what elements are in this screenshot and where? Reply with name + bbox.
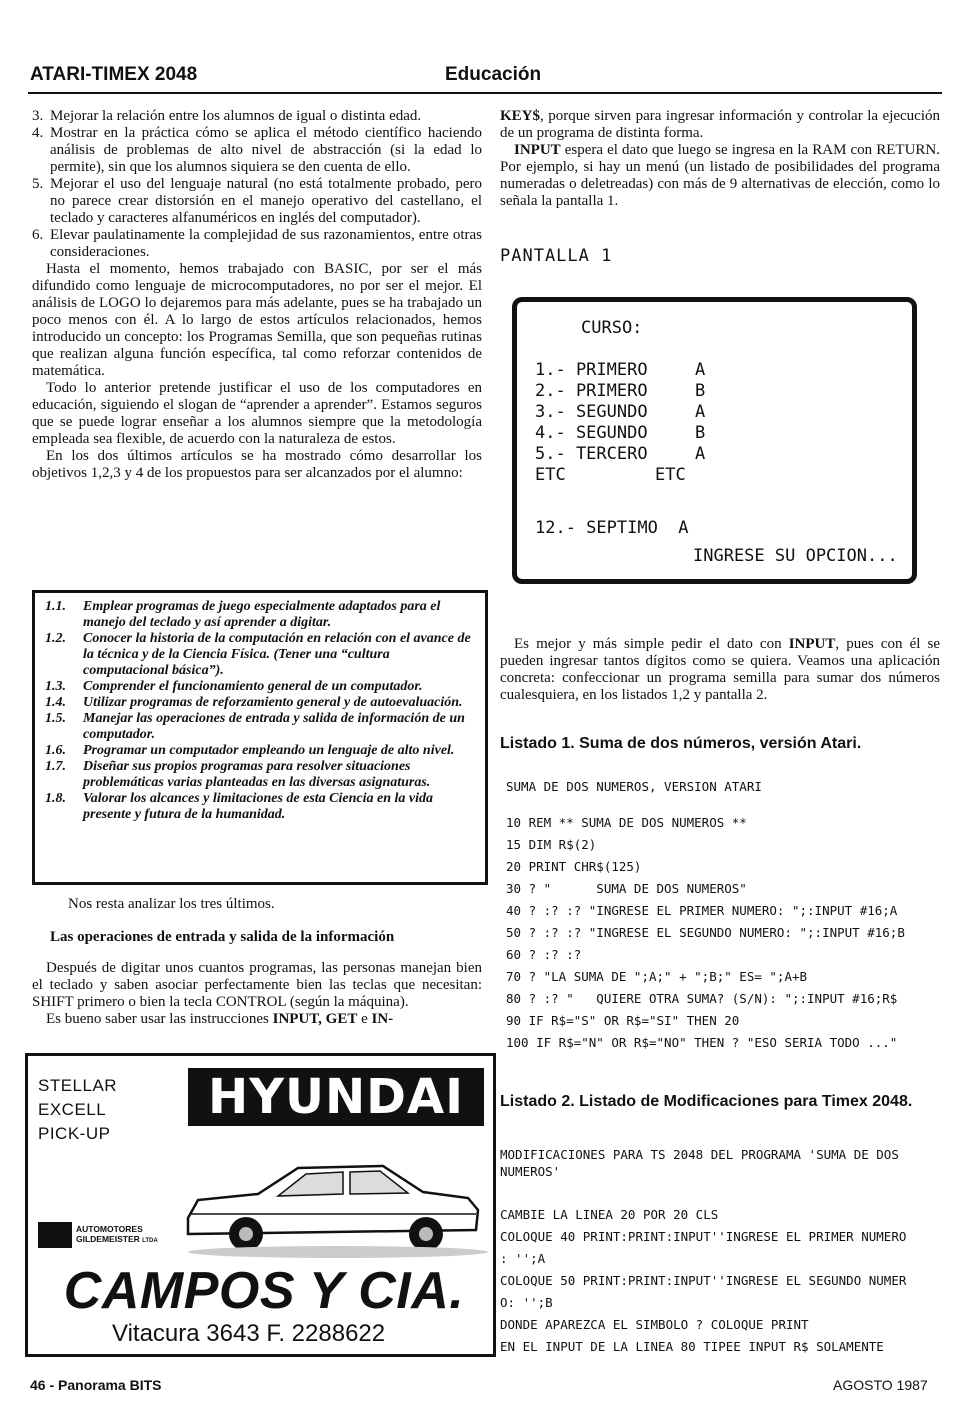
right-column-top [500,108,940,210]
code-line: : '';A [500,1251,546,1266]
code-line: 30 ? " SUMA DE DOS NUMEROS" [506,881,747,896]
paragraph-input [500,142,940,210]
objectives-box [32,590,488,885]
code-line: O: '';B [500,1295,553,1310]
list-number: 3. [32,108,44,124]
paragraph-application [500,636,940,704]
paragraph-remaining: Nos resta analizar los tres últimos. [68,896,275,912]
list-item [32,125,482,176]
header-rule [28,92,942,94]
numbered-list [32,108,482,261]
listing-2-header [500,1146,899,1180]
listing-1-code [506,812,905,1054]
listing-2-title: Listado 2. Listado de Modificaciones para Timex 2048. [500,1093,913,1110]
dealer-suffix: LTDA [142,1238,158,1244]
bold-run: INPUT, GET [272,1011,358,1027]
text-run: , pues con él se pueden ingresar tantos dígitos como se quiera. Veamos una aplicación concreta: confeccionar un programa semilla para sumar dos números cualesquiera, en los listados 1,2 y pantalla 2. [500,636,940,703]
menu-section: B [695,423,706,443]
objective-text: Valorar los alcances y limitaciones de esta Ciencia en la vida presente y futura de la humanidad. [83,791,433,822]
code-line: 80 ? :? " QUIERE OTRA SUMA? (S/N): ";:INPUT #16;R$ [506,991,898,1006]
code-line: MODIFICACIONES PARA TS 2048 DEL PROGRAMA 'SUMA DE DOS [500,1147,899,1162]
code-line: COLOQUE 40 PRINT:PRINT:INPUT''INGRESE EL PRIMER NUMERO [500,1229,907,1244]
screen-prompt: INGRESE SU OPCION... [693,546,898,566]
screen-label: PANTALLA 1 [500,246,613,266]
objective-number: 1.1. [45,599,66,614]
left-column-bottom [32,896,482,1028]
bold-run: IN- [371,1011,394,1027]
objective-item [43,695,477,711]
code-line: 10 REM ** SUMA DE DOS NUMEROS ** [506,815,747,830]
objective-item [43,759,477,791]
paragraph-instructions [32,1011,482,1028]
dealer-line-1: AUTOMOTORES [76,1224,143,1234]
paragraph-objectives-intro: En los dos últimos artículos se ha mostrado cómo desarrollar los objetivos 1,2,3 y 4 de los propuestos para ser alcanzados por el alumno: [32,448,482,481]
car-illustration [168,1148,488,1264]
objective-text: Diseñar sus propios programas para resolver situaciones problemáticas varias planteadas en las diversas asignaturas. [83,759,431,790]
footer-page: 46 - Panorama BITS [30,1377,162,1393]
model-list [38,1074,117,1146]
paragraph-keyboard: Después de digitar unos cuantos programas, las personas manejan bien el teclado y saben asociar perfectamente bien las teclas que necesitan: SHIFT primero o bien la tecla CONTROL (según la máquina). [32,960,482,1010]
code-line: 60 ? :? :? [506,947,582,962]
paragraph-keys [500,108,940,142]
objective-text: Programar un computador empleando un lenguaje de alto nivel. [83,743,455,758]
model-name: PICK-UP [38,1124,111,1143]
bold-run: KEY$ [500,108,541,124]
objective-text: Emplear programas de juego especialmente adaptados para el manejo del teclado y así aprender a digitar. [83,599,441,630]
company-address: Vitacura 3643 F. 2288622 [112,1320,386,1347]
menu-option: 5.- TERCERO [535,444,648,464]
code-line: 100 IF R$="N" OR R$="NO" THEN ? "ESO SERIA TODO ..." [506,1035,898,1050]
list-number: 6. [32,227,44,243]
footer-date: AGOSTO 1987 [833,1377,928,1393]
objective-number: 1.5. [45,711,66,726]
code-line: 50 ? :? :? "INGRESE EL SEGUNDO NUMERO: ";:INPUT #16;B [506,925,905,940]
brand-logo: HYUNDAI [188,1068,484,1126]
objective-text: Conocer la historia de la computación en relación con el avance de la técnica y de la Ciencia Física. (Tener una “cultura computacional básica”). [83,631,471,678]
objective-number: 1.8. [45,791,66,806]
code-line: 20 PRINT CHR$(125) [506,859,642,874]
listing-1-title: Listado 1. Suma de dos números, versión Atari. [500,735,862,752]
objective-item [43,711,477,743]
list-item [32,108,482,125]
objective-text: Comprender el funcionamiento general de un computador. [83,679,423,694]
code-line: COLOQUE 50 PRINT:PRINT:INPUT''INGRESE EL SEGUNDO NUMER [500,1273,907,1288]
list-text: Mejorar el uso del lenguaje natural (no está totalmente probado, pero no parece crear distorsión en el manejo operativo del castellano, el teclado y caracteres alfanuméricos en inglés del computador). [50,176,482,226]
code-line: 40 ? :? :? "INGRESE EL PRIMER NUMERO: ";:INPUT #16;A [506,903,898,918]
list-number: 5. [32,176,44,192]
menu-section: A [695,444,706,464]
objective-number: 1.2. [45,631,66,646]
objective-text: Manejar las operaciones de entrada y salida de información de un computador. [83,711,465,742]
code-line: EN EL INPUT DE LA LINEA 80 TIPEE INPUT R$ SOLAMENTE [500,1339,884,1354]
bold-run: INPUT [788,636,836,652]
menu-option: 2.- PRIMERO [535,381,648,401]
objective-number: 1.6. [45,743,66,758]
objective-item [43,743,477,759]
code-line: 90 IF R$="S" OR R$="SI" THEN 20 [506,1013,740,1028]
listing-2-code [500,1204,906,1358]
code-line: CAMBIE LA LINEA 20 POR 20 CLS [500,1207,719,1222]
menu-section: A [695,402,706,422]
listing-1-header: SUMA DE DOS NUMEROS, VERSION ATARI [506,779,762,794]
paragraph-basic: Hasta el momento, hemos trabajado con BASIC, por ser el más difundido como lenguaje de microcomputadores, no por ser el mejor. El análisis de LOGO lo dejaremos para más adelante, pues se ha trabajado un poco menos con él. A lo largo de estos artículos relacionados, hemos introducido un concepto: los Programas Semilla, que son pequeñas rutinas que realizan alguna función específica, tal como reforzar contenidos de matemática. [32,261,482,379]
model-name: STELLAR [38,1076,118,1095]
right-column-mid [500,636,940,704]
objective-number: 1.4. [45,695,66,710]
menu-option: 4.- SEGUNDO [535,423,648,443]
section-title: Educación [445,64,542,85]
objective-item [43,631,477,679]
objective-item [43,791,477,823]
menu-option: ETC [535,465,566,485]
dealer-line-2: GILDEMEISTER [76,1234,140,1244]
menu-section: A [695,360,706,380]
list-number: 4. [32,125,44,141]
menu-option: 1.- PRIMERO [535,360,648,380]
screen-last-row: 12.- SEPTIMO A [535,518,689,538]
objective-number: 1.7. [45,759,66,774]
model-name: EXCELL [38,1100,107,1119]
code-line: 70 ? "LA SUMA DE ";A;" + ";B;" ES= ";A+B [506,969,808,984]
bold-run: INPUT [514,142,561,158]
menu-option: 3.- SEGUNDO [535,402,648,422]
text-run: espera el dato que luego se ingresa en la RAM con RETURN. Por ejemplo, si hay un menú (un listado de posibilidades del programa numeradas o deletreadas) con más de 9 alternativas de elección, como lo señala la pantalla 1. [500,142,940,209]
text-run: Es mejor y más simple pedir el dato con [514,636,789,652]
list-text: Mostrar en la práctica cómo se aplica el método científico haciendo análisis de problemas de alto nivel de abstracción (si la edad lo permite), sin que los alumnos siquiera se den cuenta de ello. [50,125,482,175]
left-column-top [32,108,482,482]
text-run: , porque sirven para ingresar información y controlar la ejecución de un programa de distinta forma. [500,108,940,141]
objective-item [43,679,477,695]
screen-1 [512,297,917,584]
objective-number: 1.3. [45,679,66,694]
running-header-title: ATARI-TIMEX 2048 [30,64,198,85]
objective-text: Utilizar programas de reforzamiento general y de autoevaluación. [83,695,463,710]
list-item [32,227,482,261]
text-run: Es bueno saber usar las instrucciones [46,1011,273,1027]
menu-section: B [695,381,706,401]
code-line: 15 DIM R$(2) [506,837,597,852]
screen-title: CURSO: [581,318,643,338]
list-item [32,176,482,227]
code-line: DONDE APAREZCA EL SIMBOLO ? COLOQUE PRINT [500,1317,809,1332]
menu-section: ETC [655,465,686,485]
objective-item [43,599,477,631]
list-text: Elevar paulatinamente la complejidad de sus razonamientos, entre otras consideraciones. [50,227,482,260]
hyundai-advertisement [25,1053,496,1357]
code-line: NUMEROS' [500,1164,561,1179]
dealer-name [76,1224,158,1246]
subheading-io: Las operaciones de entrada y salida de la información [50,929,395,945]
company-name: CAMPOS Y CIA. [63,1262,465,1320]
list-text: Mejorar la relación entre los alumnos de igual o distinta edad. [50,108,422,124]
dealer-logo-icon [38,1222,72,1248]
paragraph-justify: Todo lo anterior pretende justificar el uso de los computadores en educación, siguiendo el slogan de “aprender a aprender”. Estamos seguros que se puede lograr enseñar a los alumnos siempre que la metodología empleada sea flexible, de acuerdo con la naturaleza de estos. [32,380,482,447]
text-run: e [357,1011,372,1027]
